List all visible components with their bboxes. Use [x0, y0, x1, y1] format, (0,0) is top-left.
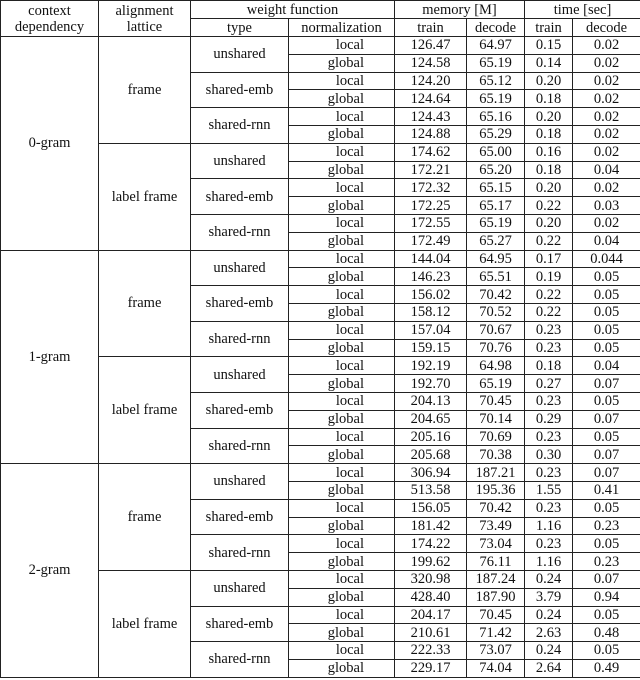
memory-train-cell: 172.49 — [395, 232, 467, 250]
memory-train-cell: 172.25 — [395, 197, 467, 215]
table-row — [1, 37, 640, 55]
normalization-cell: local — [289, 143, 395, 161]
normalization-cell: global — [289, 90, 395, 108]
memory-train-cell: 229.17 — [395, 659, 467, 677]
time-decode-cell: 0.03 — [573, 197, 640, 215]
type-cell: shared-emb — [191, 606, 289, 642]
memory-train-cell: 124.88 — [395, 125, 467, 143]
memory-decode-cell: 65.16 — [467, 108, 525, 126]
time-decode-cell: 0.05 — [573, 535, 640, 553]
memory-decode-cell: 65.19 — [467, 54, 525, 72]
normalization-cell: local — [289, 214, 395, 232]
time-decode-cell: 0.02 — [573, 72, 640, 90]
time-decode-cell: 0.41 — [573, 481, 640, 499]
time-train-cell: 0.20 — [525, 72, 573, 90]
time-train-cell: 0.23 — [525, 321, 573, 339]
memory-decode-cell: 65.29 — [467, 125, 525, 143]
header-weight-function: weight function — [191, 1, 395, 19]
memory-decode-cell: 64.97 — [467, 37, 525, 55]
time-train-cell: 0.23 — [525, 499, 573, 517]
context-cell: 0-gram — [1, 37, 99, 251]
memory-train-cell: 146.23 — [395, 268, 467, 286]
time-decode-cell: 0.05 — [573, 428, 640, 446]
time-decode-cell: 0.02 — [573, 54, 640, 72]
time-train-cell: 0.23 — [525, 464, 573, 482]
type-cell: shared-emb — [191, 286, 289, 322]
memory-decode-cell: 65.17 — [467, 197, 525, 215]
time-train-cell: 0.29 — [525, 410, 573, 428]
table-row — [1, 250, 640, 268]
normalization-cell: global — [289, 125, 395, 143]
header-memory-train: train — [395, 19, 467, 37]
type-cell: unshared — [191, 464, 289, 500]
normalization-cell: global — [289, 624, 395, 642]
memory-train-cell: 205.16 — [395, 428, 467, 446]
normalization-cell: local — [289, 392, 395, 410]
type-cell: shared-rnn — [191, 321, 289, 357]
time-train-cell: 0.24 — [525, 642, 573, 660]
memory-decode-cell: 70.45 — [467, 606, 525, 624]
type-cell: shared-emb — [191, 392, 289, 428]
time-decode-cell: 0.02 — [573, 37, 640, 55]
normalization-cell: local — [289, 37, 395, 55]
normalization-cell: local — [289, 357, 395, 375]
time-train-cell: 0.17 — [525, 250, 573, 268]
time-train-cell: 0.22 — [525, 232, 573, 250]
time-decode-cell: 0.05 — [573, 303, 640, 321]
memory-decode-cell: 65.27 — [467, 232, 525, 250]
time-train-cell: 2.64 — [525, 659, 573, 677]
time-decode-cell: 0.04 — [573, 161, 640, 179]
memory-train-cell: 156.02 — [395, 286, 467, 304]
time-train-cell: 0.18 — [525, 125, 573, 143]
time-train-cell: 0.16 — [525, 143, 573, 161]
lattice-cell: frame — [99, 250, 191, 357]
memory-decode-cell: 187.21 — [467, 464, 525, 482]
type-cell: shared-rnn — [191, 214, 289, 250]
memory-decode-cell: 70.76 — [467, 339, 525, 357]
time-train-cell: 0.23 — [525, 392, 573, 410]
memory-decode-cell: 70.67 — [467, 321, 525, 339]
normalization-cell: global — [289, 517, 395, 535]
normalization-cell: global — [289, 588, 395, 606]
time-decode-cell: 0.48 — [573, 624, 640, 642]
time-train-cell: 0.18 — [525, 90, 573, 108]
time-train-cell: 3.79 — [525, 588, 573, 606]
header-memory-decode: decode — [467, 19, 525, 37]
memory-train-cell: 172.32 — [395, 179, 467, 197]
memory-train-cell: 204.17 — [395, 606, 467, 624]
normalization-cell: local — [289, 72, 395, 90]
time-decode-cell: 0.23 — [573, 517, 640, 535]
memory-decode-cell: 70.38 — [467, 446, 525, 464]
time-train-cell: 0.23 — [525, 535, 573, 553]
normalization-cell: global — [289, 659, 395, 677]
time-decode-cell: 0.02 — [573, 108, 640, 126]
time-train-cell: 0.24 — [525, 570, 573, 588]
memory-train-cell: 513.58 — [395, 481, 467, 499]
memory-train-cell: 124.58 — [395, 54, 467, 72]
memory-train-cell: 158.12 — [395, 303, 467, 321]
time-train-cell: 0.19 — [525, 268, 573, 286]
time-train-cell: 0.15 — [525, 37, 573, 55]
header-normalization: normalization — [289, 19, 395, 37]
time-decode-cell: 0.05 — [573, 339, 640, 357]
memory-decode-cell: 187.90 — [467, 588, 525, 606]
type-cell: shared-rnn — [191, 428, 289, 464]
memory-train-cell: 210.61 — [395, 624, 467, 642]
memory-decode-cell: 74.04 — [467, 659, 525, 677]
time-decode-cell: 0.02 — [573, 179, 640, 197]
header-type: type — [191, 19, 289, 37]
header-context: context dependency — [1, 1, 99, 37]
header-time-train: train — [525, 19, 573, 37]
type-cell: shared-rnn — [191, 642, 289, 678]
normalization-cell: local — [289, 499, 395, 517]
normalization-cell: global — [289, 446, 395, 464]
memory-decode-cell: 65.15 — [467, 179, 525, 197]
time-decode-cell: 0.23 — [573, 553, 640, 571]
time-decode-cell: 0.07 — [573, 570, 640, 588]
type-cell: unshared — [191, 143, 289, 179]
memory-decode-cell: 64.95 — [467, 250, 525, 268]
memory-decode-cell: 76.11 — [467, 553, 525, 571]
memory-train-cell: 157.04 — [395, 321, 467, 339]
lattice-cell: label frame — [99, 357, 191, 464]
time-train-cell: 0.22 — [525, 303, 573, 321]
lattice-cell: frame — [99, 464, 191, 571]
memory-train-cell: 306.94 — [395, 464, 467, 482]
time-train-cell: 1.16 — [525, 553, 573, 571]
time-train-cell: 0.18 — [525, 357, 573, 375]
time-decode-cell: 0.05 — [573, 499, 640, 517]
memory-decode-cell: 70.69 — [467, 428, 525, 446]
time-decode-cell: 0.05 — [573, 268, 640, 286]
memory-decode-cell: 65.19 — [467, 90, 525, 108]
memory-train-cell: 181.42 — [395, 517, 467, 535]
normalization-cell: local — [289, 179, 395, 197]
type-cell: shared-emb — [191, 72, 289, 108]
type-cell: unshared — [191, 37, 289, 73]
normalization-cell: global — [289, 268, 395, 286]
time-train-cell: 2.63 — [525, 624, 573, 642]
memory-decode-cell: 65.00 — [467, 143, 525, 161]
time-decode-cell: 0.49 — [573, 659, 640, 677]
normalization-cell: local — [289, 464, 395, 482]
memory-train-cell: 320.98 — [395, 570, 467, 588]
normalization-cell: global — [289, 232, 395, 250]
normalization-cell: global — [289, 553, 395, 571]
normalization-cell: local — [289, 250, 395, 268]
normalization-cell: local — [289, 606, 395, 624]
type-cell: shared-rnn — [191, 535, 289, 571]
memory-train-cell: 124.20 — [395, 72, 467, 90]
time-decode-cell: 0.05 — [573, 321, 640, 339]
time-train-cell: 0.18 — [525, 161, 573, 179]
time-train-cell: 0.22 — [525, 197, 573, 215]
context-cell: 2-gram — [1, 464, 99, 678]
lattice-cell: frame — [99, 37, 191, 144]
memory-decode-cell: 64.98 — [467, 357, 525, 375]
memory-train-cell: 159.15 — [395, 339, 467, 357]
time-train-cell: 0.14 — [525, 54, 573, 72]
lattice-cell: label frame — [99, 570, 191, 677]
time-train-cell: 0.20 — [525, 179, 573, 197]
memory-train-cell: 192.19 — [395, 357, 467, 375]
normalization-cell: global — [289, 197, 395, 215]
memory-train-cell: 222.33 — [395, 642, 467, 660]
memory-train-cell: 174.22 — [395, 535, 467, 553]
normalization-cell: local — [289, 428, 395, 446]
normalization-cell: local — [289, 535, 395, 553]
time-decode-cell: 0.07 — [573, 446, 640, 464]
time-decode-cell: 0.07 — [573, 375, 640, 393]
time-train-cell: 0.22 — [525, 286, 573, 304]
time-decode-cell: 0.07 — [573, 464, 640, 482]
normalization-cell: local — [289, 321, 395, 339]
type-cell: shared-rnn — [191, 108, 289, 144]
type-cell: shared-emb — [191, 499, 289, 535]
time-decode-cell: 0.05 — [573, 642, 640, 660]
header-memory: memory [M] — [395, 1, 525, 19]
time-train-cell: 0.23 — [525, 428, 573, 446]
type-cell: unshared — [191, 250, 289, 286]
time-decode-cell: 0.02 — [573, 143, 640, 161]
time-decode-cell: 0.04 — [573, 357, 640, 375]
normalization-cell: global — [289, 161, 395, 179]
memory-train-cell: 156.05 — [395, 499, 467, 517]
header-time: time [sec] — [525, 1, 640, 19]
memory-decode-cell: 70.52 — [467, 303, 525, 321]
time-train-cell: 0.20 — [525, 214, 573, 232]
table-row — [1, 464, 640, 482]
time-train-cell: 0.23 — [525, 339, 573, 357]
memory-decode-cell: 70.14 — [467, 410, 525, 428]
memory-train-cell: 124.43 — [395, 108, 467, 126]
time-train-cell: 0.30 — [525, 446, 573, 464]
normalization-cell: global — [289, 339, 395, 357]
memory-decode-cell: 195.36 — [467, 481, 525, 499]
normalization-cell: global — [289, 54, 395, 72]
time-decode-cell: 0.02 — [573, 125, 640, 143]
type-cell: unshared — [191, 570, 289, 606]
memory-train-cell: 428.40 — [395, 588, 467, 606]
time-train-cell: 1.55 — [525, 481, 573, 499]
time-decode-cell: 0.05 — [573, 606, 640, 624]
memory-train-cell: 126.47 — [395, 37, 467, 55]
memory-decode-cell: 65.19 — [467, 375, 525, 393]
time-decode-cell: 0.94 — [573, 588, 640, 606]
time-train-cell: 1.16 — [525, 517, 573, 535]
header-time-decode: decode — [573, 19, 640, 37]
memory-decode-cell: 71.42 — [467, 624, 525, 642]
normalization-cell: local — [289, 642, 395, 660]
memory-decode-cell: 187.24 — [467, 570, 525, 588]
normalization-cell: local — [289, 570, 395, 588]
time-decode-cell: 0.05 — [573, 392, 640, 410]
memory-train-cell: 124.64 — [395, 90, 467, 108]
time-decode-cell: 0.044 — [573, 250, 640, 268]
memory-train-cell: 205.68 — [395, 446, 467, 464]
time-decode-cell: 0.04 — [573, 232, 640, 250]
memory-decode-cell: 73.49 — [467, 517, 525, 535]
memory-decode-cell: 70.42 — [467, 286, 525, 304]
context-cell: 1-gram — [1, 250, 99, 464]
time-decode-cell: 0.02 — [573, 214, 640, 232]
time-train-cell: 0.20 — [525, 108, 573, 126]
time-train-cell: 0.24 — [525, 606, 573, 624]
memory-decode-cell: 70.42 — [467, 499, 525, 517]
time-decode-cell: 0.07 — [573, 410, 640, 428]
memory-decode-cell: 73.04 — [467, 535, 525, 553]
time-decode-cell: 0.02 — [573, 90, 640, 108]
memory-decode-cell: 65.20 — [467, 161, 525, 179]
normalization-cell: global — [289, 481, 395, 499]
memory-train-cell: 199.62 — [395, 553, 467, 571]
memory-train-cell: 172.55 — [395, 214, 467, 232]
normalization-cell: local — [289, 108, 395, 126]
normalization-cell: global — [289, 410, 395, 428]
memory-decode-cell: 65.12 — [467, 72, 525, 90]
type-cell: unshared — [191, 357, 289, 393]
memory-decode-cell: 65.19 — [467, 214, 525, 232]
memory-decode-cell: 73.07 — [467, 642, 525, 660]
memory-train-cell: 204.13 — [395, 392, 467, 410]
memory-decode-cell: 65.51 — [467, 268, 525, 286]
memory-train-cell: 204.65 — [395, 410, 467, 428]
memory-train-cell: 172.21 — [395, 161, 467, 179]
time-train-cell: 0.27 — [525, 375, 573, 393]
memory-train-cell: 174.62 — [395, 143, 467, 161]
memory-train-cell: 192.70 — [395, 375, 467, 393]
normalization-cell: global — [289, 375, 395, 393]
header-alignment: alignment lattice — [99, 1, 191, 37]
lattice-cell: label frame — [99, 143, 191, 250]
normalization-cell: local — [289, 286, 395, 304]
memory-decode-cell: 70.45 — [467, 392, 525, 410]
normalization-cell: global — [289, 303, 395, 321]
type-cell: shared-emb — [191, 179, 289, 215]
memory-train-cell: 144.04 — [395, 250, 467, 268]
time-decode-cell: 0.05 — [573, 286, 640, 304]
